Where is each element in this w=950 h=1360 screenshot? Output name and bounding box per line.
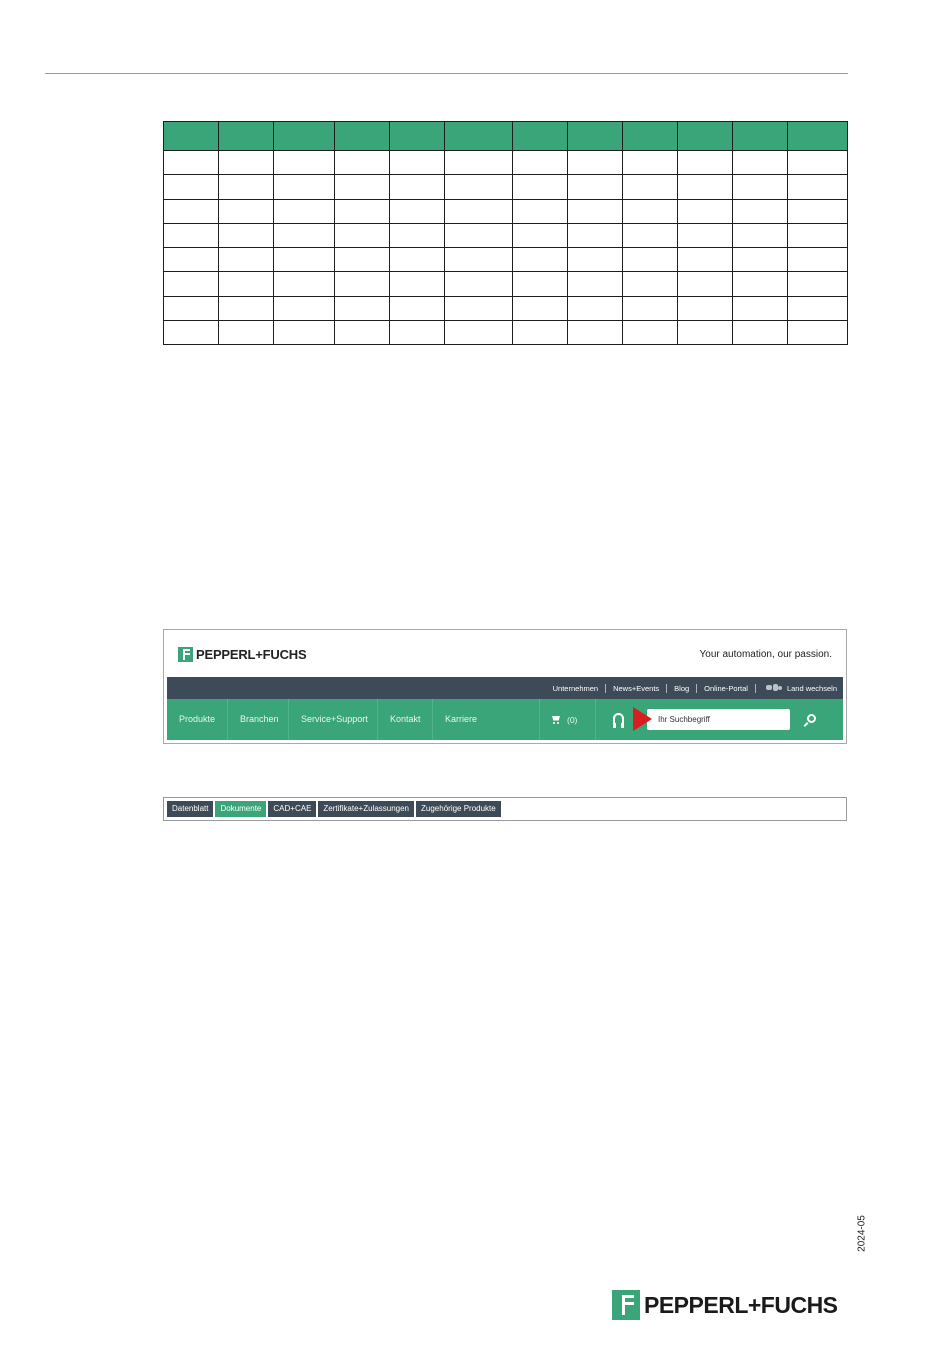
table-cell — [623, 199, 678, 223]
separator — [595, 699, 596, 740]
table-cell — [788, 272, 848, 296]
brand-logo[interactable] — [178, 647, 306, 662]
table-cell — [390, 175, 445, 199]
table-cell — [568, 321, 623, 345]
separator — [755, 684, 756, 693]
separator — [666, 684, 667, 693]
nav-item-karriere[interactable]: Karriere — [445, 714, 478, 724]
table-cell — [274, 272, 335, 296]
table-header-row — [164, 122, 848, 151]
table-row — [164, 248, 848, 272]
table-cell — [513, 248, 568, 272]
table-header-cell — [568, 122, 623, 151]
table-cell — [788, 296, 848, 320]
table-cell — [390, 223, 445, 247]
tab-datenblatt[interactable]: Datenblatt — [167, 801, 213, 817]
brand-name: PEPPERL+FUCHS — [196, 647, 307, 662]
table-cell — [733, 272, 788, 296]
table-cell — [445, 272, 513, 296]
table-cell — [164, 272, 219, 296]
table-row — [164, 199, 848, 223]
table-header-cell — [513, 122, 568, 151]
table-cell — [513, 199, 568, 223]
table-cell — [445, 321, 513, 345]
table-cell — [164, 248, 219, 272]
table-cell — [788, 248, 848, 272]
table-cell — [623, 151, 678, 175]
table-cell — [678, 272, 733, 296]
table-cell — [623, 321, 678, 345]
table-header-cell — [164, 122, 219, 151]
table-header-cell — [733, 122, 788, 151]
table-cell — [219, 296, 274, 320]
nav-item-kontakt[interactable]: Kontakt — [390, 714, 421, 724]
utility-link-land-wechseln[interactable]: Land wechseln — [786, 683, 837, 693]
table-header-cell — [274, 122, 335, 151]
separator — [539, 699, 540, 740]
table-cell — [623, 272, 678, 296]
table-cell — [445, 223, 513, 247]
red-pointer-arrow-icon — [633, 707, 652, 731]
table-cell — [788, 321, 848, 345]
utility-link-blog[interactable]: Blog — [674, 683, 690, 693]
table-cell — [164, 223, 219, 247]
table-cell — [678, 151, 733, 175]
table-cell — [513, 223, 568, 247]
cart-icon — [551, 716, 561, 724]
table-row — [164, 321, 848, 345]
table-cell — [390, 199, 445, 223]
table-cell — [623, 296, 678, 320]
table-cell — [335, 199, 390, 223]
table-cell — [219, 321, 274, 345]
separator — [696, 684, 697, 693]
tab-bar — [167, 801, 501, 817]
pf-logo-icon — [612, 1290, 640, 1320]
table-cell — [274, 296, 335, 320]
tab-dokumente[interactable]: Dokumente — [215, 801, 266, 817]
table-cell — [219, 175, 274, 199]
search-input[interactable] — [647, 709, 790, 730]
table-cell — [164, 199, 219, 223]
table-cell — [390, 272, 445, 296]
table-header-cell — [335, 122, 390, 151]
table-cell — [513, 321, 568, 345]
table-cell — [335, 223, 390, 247]
table-cell — [164, 321, 219, 345]
table-cell — [219, 223, 274, 247]
table-cell — [219, 272, 274, 296]
table-cell — [445, 175, 513, 199]
tab-cad-cae[interactable]: CAD+CAE — [268, 801, 316, 817]
table-cell — [164, 296, 219, 320]
table-cell — [513, 175, 568, 199]
table-cell — [623, 223, 678, 247]
utility-bar — [167, 677, 843, 699]
website-header-screenshot — [163, 629, 847, 744]
table-cell — [219, 248, 274, 272]
table-cell — [733, 248, 788, 272]
table-cell — [390, 296, 445, 320]
table-cell — [568, 272, 623, 296]
world-map-icon — [766, 684, 782, 692]
table-row — [164, 272, 848, 296]
tab-zertifikate-zulassungen[interactable]: Zertifikate+Zulassungen — [318, 801, 414, 817]
table-cell — [568, 175, 623, 199]
header-rule — [45, 73, 848, 74]
table-cell — [219, 199, 274, 223]
table-cell — [678, 223, 733, 247]
table-cell — [733, 296, 788, 320]
table-cell — [335, 248, 390, 272]
cart-button[interactable] — [551, 699, 577, 740]
table-cell — [513, 151, 568, 175]
table-cell — [164, 151, 219, 175]
table-cell — [274, 248, 335, 272]
utility-links — [553, 677, 837, 699]
table-row — [164, 223, 848, 247]
table-header-cell — [219, 122, 274, 151]
nav-item-service-support[interactable]: Service+Support — [301, 714, 368, 724]
utility-link-news-events[interactable]: News+Events — [613, 683, 660, 693]
table-cell — [733, 321, 788, 345]
table-cell — [788, 175, 848, 199]
table-cell — [445, 296, 513, 320]
footer-brand-name: PEPPERL+FUCHS — [644, 1291, 838, 1318]
table-cell — [568, 199, 623, 223]
table-cell — [623, 248, 678, 272]
nav-item-produkte[interactable]: Produkte — [179, 714, 216, 724]
table-cell — [274, 321, 335, 345]
table-header-cell — [678, 122, 733, 151]
product-tabs-screenshot — [163, 797, 847, 821]
empty-data-table — [163, 121, 848, 345]
table-header-cell — [623, 122, 678, 151]
table-cell — [568, 248, 623, 272]
table-cell — [733, 175, 788, 199]
table-cell — [445, 151, 513, 175]
table-body — [164, 151, 848, 345]
table-cell — [335, 296, 390, 320]
table-cell — [733, 151, 788, 175]
headset-icon[interactable] — [613, 713, 624, 724]
table-cell — [390, 248, 445, 272]
table-cell — [733, 199, 788, 223]
table-cell — [623, 175, 678, 199]
utility-link-online-portal[interactable]: Online-Portal — [704, 683, 748, 693]
table-cell — [513, 272, 568, 296]
table-cell — [164, 175, 219, 199]
table-cell — [788, 151, 848, 175]
table-header-cell — [390, 122, 445, 151]
table-cell — [568, 296, 623, 320]
table-cell — [513, 296, 568, 320]
table-cell — [733, 223, 788, 247]
table-cell — [678, 199, 733, 223]
table-cell — [445, 248, 513, 272]
tab-zugehoerige-produkte[interactable]: Zugehörige Produkte — [416, 801, 501, 817]
footer-logo — [612, 1290, 838, 1320]
utility-link-unternehmen[interactable]: Unternehmen — [552, 683, 599, 693]
table-row — [164, 175, 848, 199]
table-cell — [274, 151, 335, 175]
table-cell — [568, 223, 623, 247]
main-navigation — [167, 699, 843, 740]
table-cell — [390, 151, 445, 175]
pf-logo-icon — [178, 647, 193, 662]
table-cell — [274, 223, 335, 247]
table-cell — [274, 175, 335, 199]
table-cell — [678, 296, 733, 320]
table-cell — [788, 223, 848, 247]
table-cell — [335, 151, 390, 175]
table-header-cell — [788, 122, 848, 151]
table-header-cell — [445, 122, 513, 151]
table-cell — [274, 199, 335, 223]
table-cell — [219, 151, 274, 175]
table-cell — [335, 321, 390, 345]
table-row — [164, 151, 848, 175]
table-cell — [678, 248, 733, 272]
nav-item-branchen[interactable]: Branchen — [240, 714, 279, 724]
separator — [605, 684, 606, 693]
table-cell — [335, 272, 390, 296]
table-cell — [568, 151, 623, 175]
table-cell — [788, 199, 848, 223]
table-cell — [445, 199, 513, 223]
search-icon[interactable] — [807, 714, 816, 723]
table-cell — [678, 321, 733, 345]
date-code: 2024-05 — [856, 1215, 868, 1252]
table-cell — [678, 175, 733, 199]
table-cell — [335, 175, 390, 199]
table-row — [164, 296, 848, 320]
table-cell — [390, 321, 445, 345]
tagline: Your automation, our passion. — [699, 649, 832, 660]
cart-count: (0) — [567, 714, 578, 725]
